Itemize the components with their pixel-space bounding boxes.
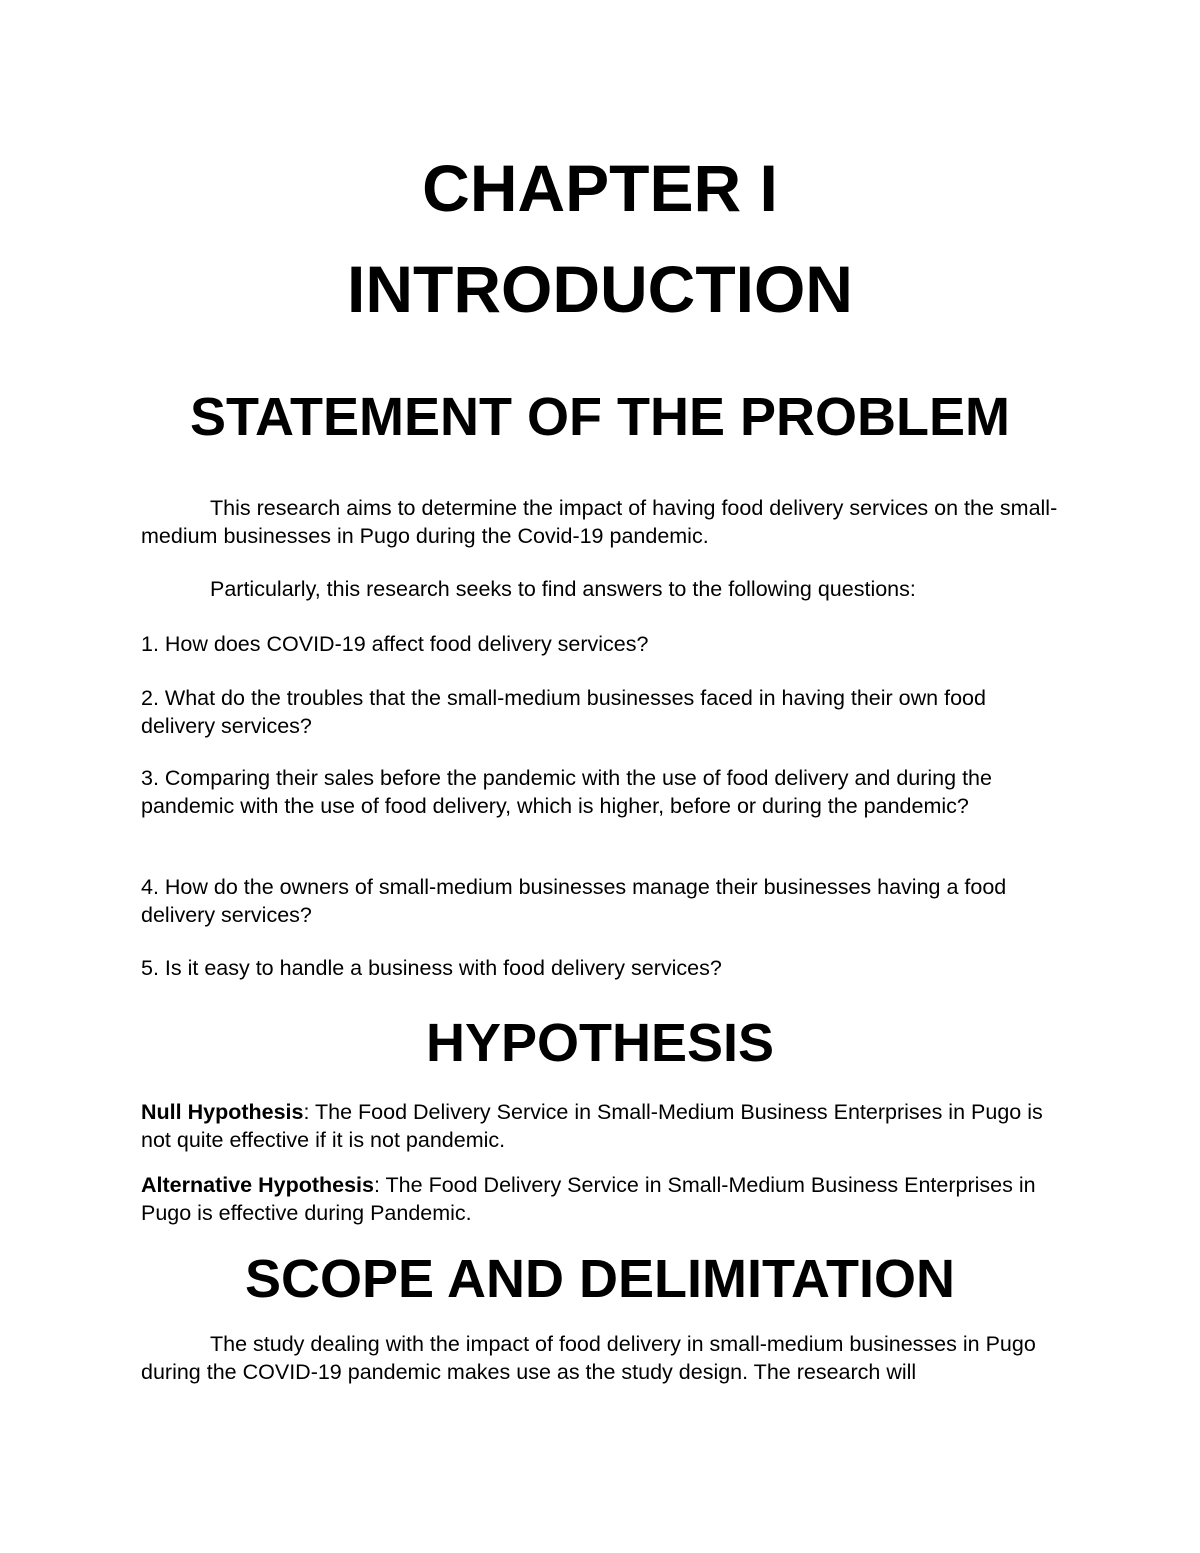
- scope-text: The study dealing with the impact of food delivery in small-medium businesses in Pugo during the COVID-19 pandemic makes use as the study design. The research will: [141, 1332, 1036, 1384]
- chapter-title: INTRODUCTION: [347, 252, 853, 326]
- null-hypothesis-text: : The Food Delivery Service in Small-Medium Business Enterprises in Pugo is not quite effective if it is not pandemic.: [141, 1100, 1043, 1152]
- question-item: 5. Is it easy to handle a business with food delivery services?: [141, 956, 722, 980]
- alternative-hypothesis-label: Alternative Hypothesis: [141, 1173, 374, 1197]
- null-hypothesis-label: Null Hypothesis: [141, 1100, 304, 1124]
- statement-heading: STATEMENT OF THE PROBLEM: [190, 387, 1010, 447]
- hypothesis-heading: HYPOTHESIS: [425, 1013, 775, 1073]
- alternative-hypothesis-text: : The Food Delivery Service in Small-Medium Business Enterprises in Pugo is effective during Pandemic.: [141, 1173, 1036, 1225]
- question-item: 4. How do the owners of small-medium businesses manage their businesses having a food delivery services?: [141, 875, 1007, 927]
- scope-heading: SCOPE AND DELIMITATION: [245, 1249, 955, 1309]
- statement-lead: Particularly, this research seeks to find answers to the following questions:: [210, 577, 916, 601]
- statement-intro: This research aims to determine the impact of having food delivery services on the small-medium businesses in Pugo during the Covid-19 pandemic.: [141, 496, 1058, 548]
- question-item: 1. How does COVID-19 affect food delivery services?: [141, 632, 649, 656]
- null-hypothesis: [141, 1098, 1061, 1154]
- question-item: 2. What do the troubles that the small-medium businesses faced in having their own food delivery services?: [141, 686, 986, 738]
- question-item: 3. Comparing their sales before the pandemic with the use of food delivery and during the pandemic with the use of food delivery, which is higher, before or during the pandemic?: [141, 766, 992, 818]
- alternative-hypothesis: [141, 1171, 1061, 1227]
- chapter-number: CHAPTER I: [422, 151, 778, 225]
